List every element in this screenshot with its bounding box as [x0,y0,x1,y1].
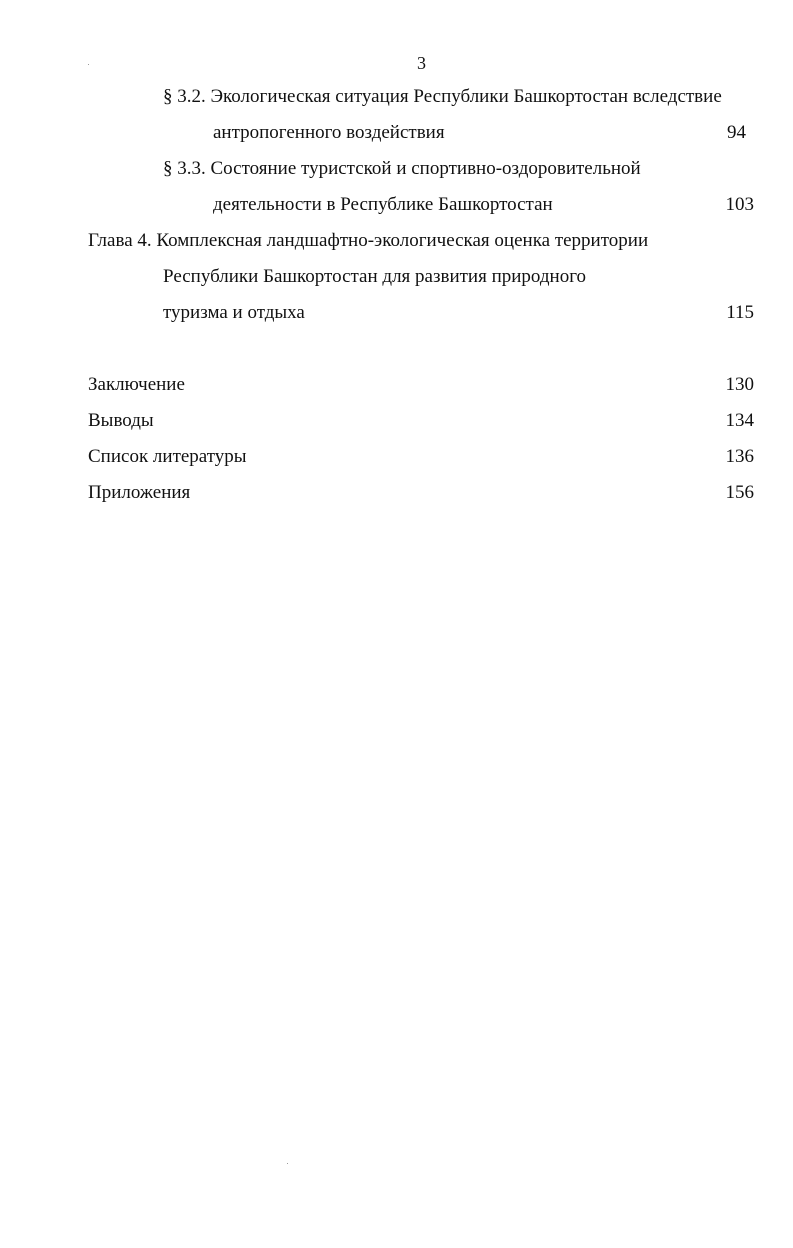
toc-entry-3-3-page: 103 [725,194,754,215]
scan-speck [88,64,89,65]
toc-entry-3-3-title-line2: деятельности в Республике Башкортостан [213,194,553,215]
page-number: 3 [417,53,426,73]
toc-entry-conclusion-title: Заключение [88,374,185,395]
toc-entry-3-3-title-line1: § 3.3. Состояние туристской и спортивно-оздоровительной [163,158,641,179]
toc-entry-3-2-page: 94 [727,122,746,143]
toc-entry-references-page: 136 [725,446,754,467]
toc-entry-chapter-4-title-line2: Республики Башкортостан для развития природного [163,266,587,287]
toc-entry-findings-title: Выводы [88,410,154,431]
toc-entry-3-2-title-line2: антропогенного воздействия [213,122,445,143]
toc-entry-findings-page: 134 [725,410,754,431]
toc-entry-appendices-title: Приложения [88,482,191,503]
scan-speck [287,1163,288,1164]
toc-entry-appendices-page: 156 [725,482,754,503]
toc-entry-chapter-4-page: 115 [726,302,754,323]
toc-entry-references-title: Список литературы [88,446,247,467]
toc-entry-chapter-4-title-line3: туризма и отдыха [163,302,305,323]
toc-entry-conclusion-page: 130 [725,374,754,395]
toc-entry-chapter-4-title-line1: Глава 4. Комплексная ландшафтно-экологическая оценка территории [88,230,649,251]
toc-entry-3-2-title-line1: § 3.2. Экологическая ситуация Республики Башкортостан вследствие [163,86,722,107]
